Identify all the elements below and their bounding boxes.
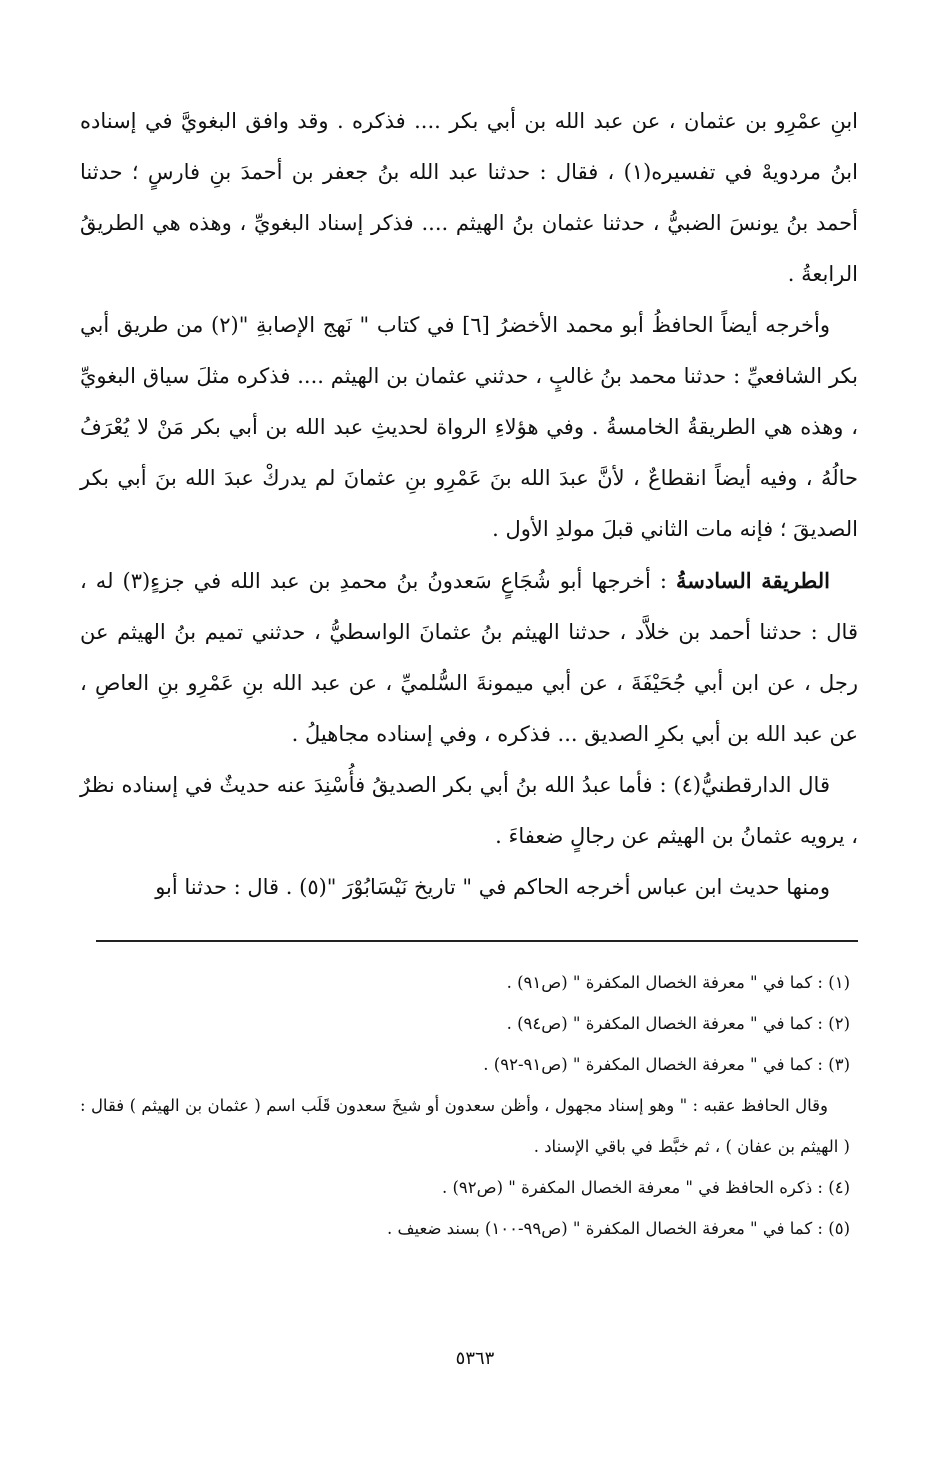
footnote-3: (٣) : كما في " معرفة الخصال المكفرة " (ص٩١-٩٢) . bbox=[483, 1055, 850, 1074]
footnote-1: (١) : كما في " معرفة الخصال المكفرة " (ص٩١) . bbox=[506, 973, 850, 992]
paragraph-2: وأخرجه أيضاً الحافظُ أبو محمد الأخضرُ [٦] في كتاب " نَهج الإصابةِ "(٢) من طريق أبي بكر الشافعيِّ : حدثنا محمد بنُ غالبٍ ، حدثني عثمان بن الهيثم .... فذكره مثلَ سياق البغويِّ ، وهذه هي الطريقةُ الخامسةُ . وفي هؤلاءِ الرواة لحديثِ عبد الله بن أبي بكر مَنْ لا يُعْرَفُ حالُهُ ، وفيه أيضاً انقطاعٌ ، لأنَّ عبدَ الله بنَ عَمْرِو بنِ عثمانَ لم يدركْ عبدَ الله بنَ أبي بكر الصديقَ ؛ فإنه مات الثاني قبلَ مولدِ الأول . bbox=[80, 313, 858, 541]
footnote-3-continuation: وقال الحافظ عقبه : " وهو إسناد مجهول ، وأظن سعدون أو شيخَ سعدون قَلَب اسم ( عثمان بن الهيثم ) فقال : ( الهيثم بن عفان ) ، ثم خبَّط في باقي الإسناد . bbox=[80, 1096, 850, 1156]
footnotes-section bbox=[80, 962, 850, 1249]
footnote-2: (٢) : كما في " معرفة الخصال المكفرة " (ص٩٤) . bbox=[506, 1014, 850, 1033]
paragraph-1: ابنِ عمْرِو بن عثمان ، عن عبد الله بن أبي بكر .... فذكره . وقد وافق البغويَّ في إسناده ابنُ مردويهْ في تفسيره(١) ، فقال : حدثنا عبد الله بنُ جعفر بن أحمدَ بنِ فارسٍ ؛ حدثنا أحمد بنُ يونسَ الضبيُّ ، حدثنا عثمان بنُ الهيثم .... فذكر إسناد البغويِّ ، وهذه هي الطريقُ الرابعةُ . bbox=[80, 109, 858, 286]
footnote-4: (٤) : ذكره الحافظ في " معرفة الخصال المكفرة " (ص٩٢) . bbox=[441, 1178, 850, 1197]
page-number: ٥٣٦٣ bbox=[455, 1348, 495, 1369]
paragraph-3 bbox=[80, 555, 858, 760]
paragraph-5: ومنها حديث ابن عباس أخرجه الحاكم في " تاريخ نَيْسَابُوْرَ "(٥) . قال : حدثنا أبو bbox=[155, 875, 830, 899]
paragraph-3-text: : أخرجها أبو شُجَاعٍ سَعدونُ بنُ محمدِ بن عبد الله في جزءٍ(٣) له ، قال : حدثنا أحمد بن خلاَّد ، حدثنا الهيثم بنُ عثمانَ الواسطيُّ ، حدثني تميم بنُ الهيثم عن رجل ، عن ابن أبي جُحَيْفَةَ ، عن أبي ميمونةَ السُّلميِّ ، عن عبد الله بنِ عَمْرِو بنِ العاصِ ، عن عبد الله بن أبي بكرِ الصديق ... فذكره ، وفي إسناده مجاهيلُ . bbox=[80, 569, 858, 746]
footnote-5: (٥) : كما في " معرفة الخصال المكفرة " (ص٩٩-١٠٠) بسند ضعيف . bbox=[386, 1219, 850, 1238]
section-heading: الطريقة السادسةُ bbox=[676, 568, 831, 593]
footnote-divider bbox=[96, 940, 858, 942]
main-text-body bbox=[80, 96, 858, 913]
paragraph-4: قال الدارقطنيُّ(٤) : فأما عبدُ الله بنُ أبي بكر الصديقُ فأُسْنِدَ عنه حديثٌ في إسناده نظرٌ ، يرويه عثمانُ بن الهيثم عن رجالٍ ضعفاءَ . bbox=[80, 773, 858, 848]
